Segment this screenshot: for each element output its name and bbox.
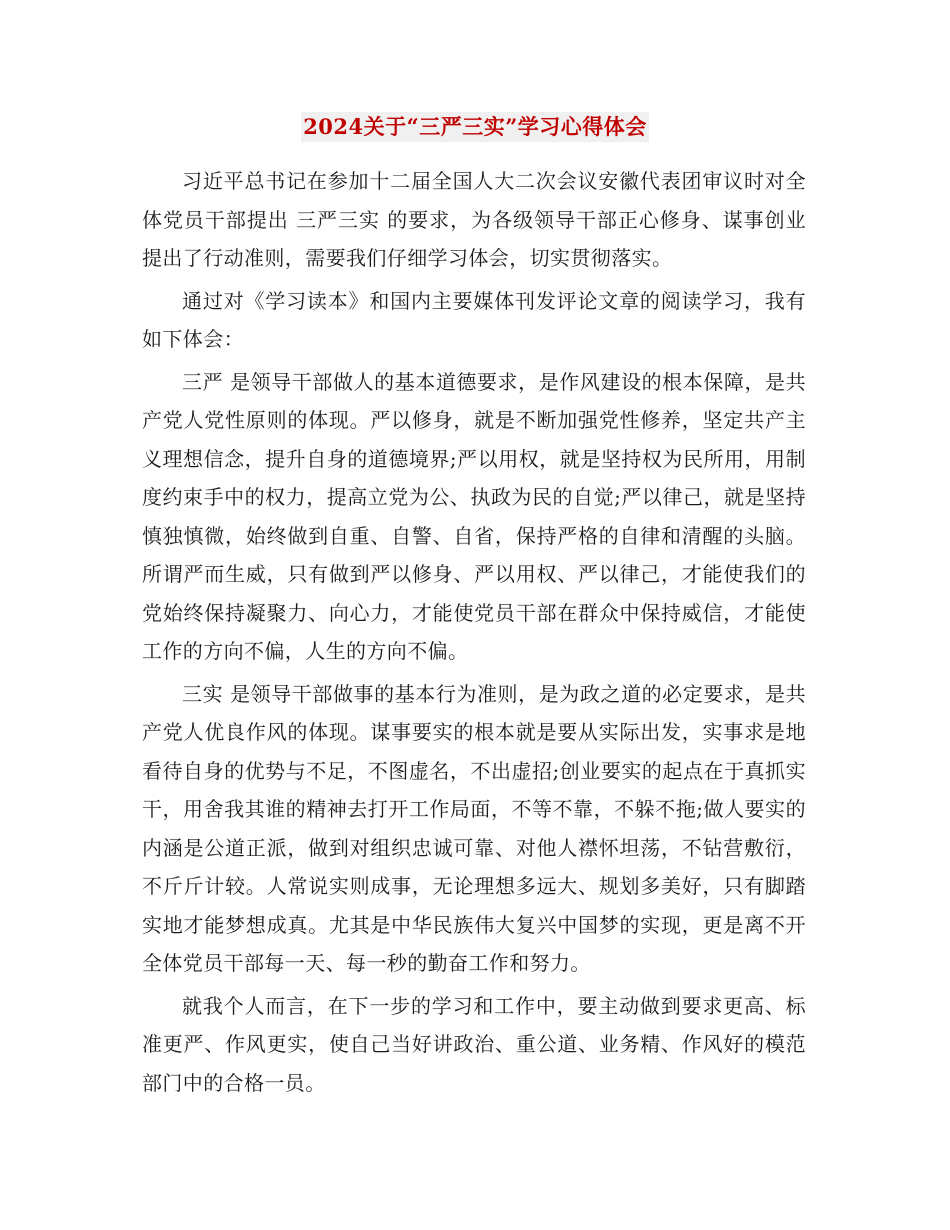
document-title: 2024关于“三严三实”学习心得体会: [301, 112, 649, 142]
title-container: [0, 112, 950, 142]
paragraph-personal: 就我个人而言，在下一步的学习和工作中，要主动做到要求更高、标准更严、作风更实，使自己当好讲政治、重公道、业务精、作风好的模范部门中的合格一员。: [142, 993, 806, 1095]
paragraph-reading: 通过对《学习读本》和国内主要媒体刊发评论文章的阅读学习，我有如下体会：: [142, 288, 806, 351]
paragraph-intro: 习近平总书记在参加十二届全国人大二次会议安徽代表团审议时对全体党员干部提出 三严三实 的要求，为各级领导干部正心修身、谋事创业提出了行动准则，需要我们仔细学习体会，切实贯彻落实。: [142, 169, 806, 270]
paragraph-three-solid: 三实 是领导干部做事的基本行为准则，是为政之道的必定要求，是共产党人优良作风的体现。谋事要实的根本就是要从实际出发，实事求是地看待自身的优势与不足，不图虚名，不出虚招;创业要实的起点在于真抓实干，用舍我其谁的精神去打开工作局面，不等不靠，不躲不拖;做人要实的内涵是公道正派，做到对组织忠诚可靠、对他人襟怀坦荡，不钻营敷衍，不斤斤计较。人常说实则成事，无论理想多远大、规划多美好，只有脚踏实地才能梦想成真。尤其是中华民族伟大复兴中国梦的实现，更是离不开全体党员干部每一天、每一秒的勤奋工作和努力。: [142, 681, 806, 975]
paragraph-three-strict: 三严 是领导干部做人的基本道德要求，是作风建设的根本保障，是共产党人党性原则的体现。严以修身，就是不断加强党性修养，坚定共产主义理想信念，提升自身的道德境界;严以用权，就是坚持权为民所用，用制度约束手中的权力，提高立党为公、执政为民的自觉;严以律己，就是坚持慎独慎微，始终做到自重、自警、自省，保持严格的自律和清醒的头脑。所谓严而生威，只有做到严以修身、严以用权、严以律己，才能使我们的党始终保持凝聚力、向心力，才能使党员干部在群众中保持威信，才能使工作的方向不偏，人生的方向不偏。: [142, 369, 806, 663]
document-body: [142, 162, 806, 1102]
